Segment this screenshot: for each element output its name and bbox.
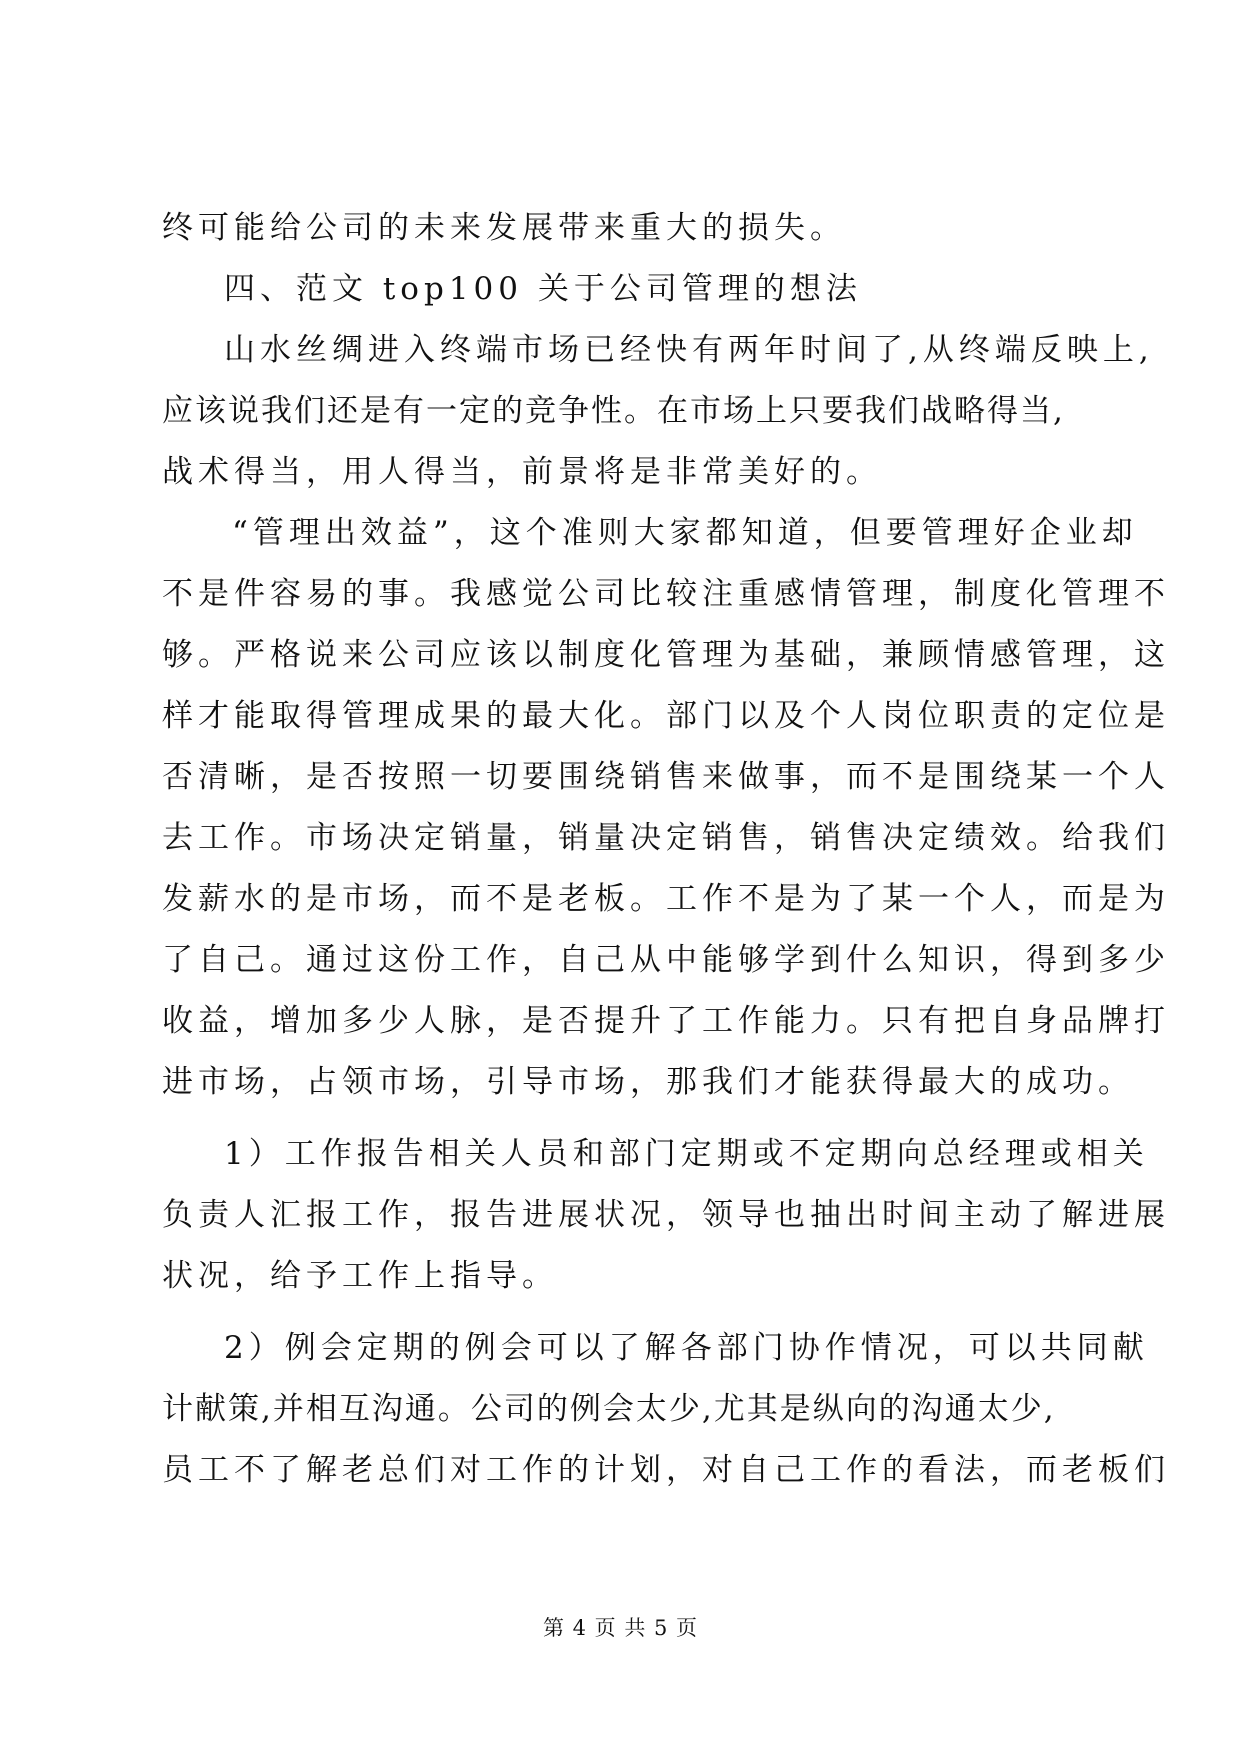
- section-heading: 四、范文 top100 关于公司管理的想法: [224, 271, 862, 307]
- paragraph-line: 终可能给公司的未来发展带来重大的损失。: [162, 210, 846, 246]
- paragraph-spacer: [162, 1113, 1122, 1124]
- paragraph-line: 应该说我们还是有一定的竞争性。在市场上只要我们战略得当,: [162, 393, 1065, 429]
- paragraph-spacer: [162, 1307, 1122, 1318]
- paragraph-line: 战术得当，用人得当，前景将是非常美好的。: [162, 454, 882, 490]
- paragraph-line: 不是件容易的事。我感觉公司比较注重感情管理，制度化管理不: [162, 576, 1170, 612]
- paragraph-line: 去工作。市场决定销量，销量决定销售，销售决定绩效。给我们: [162, 820, 1170, 856]
- paragraph-line: 收益，增加多少人脉，是否提升了工作能力。只有把自身品牌打: [162, 1003, 1170, 1039]
- page-number-footer: 第 4 页 共 5 页: [542, 1616, 699, 1640]
- paragraph-line: 够。严格说来公司应该以制度化管理为基础，兼顾情感管理，这: [162, 637, 1170, 673]
- list-item-line: 员工不了解老总们对工作的计划，对自己工作的看法，而老板们: [162, 1452, 1170, 1488]
- paragraph-line: 发薪水的是市场，而不是老板。工作不是为了某一个人，而是为: [162, 881, 1170, 917]
- list-item-line: 状况，给予工作上指导。: [162, 1258, 558, 1294]
- list-item-line: 1）工作报告相关人员和部门定期或不定期向总经理或相关: [224, 1136, 1149, 1172]
- paragraph-line: 了自己。通过这份工作，自己从中能够学到什么知识，得到多少: [162, 942, 1170, 978]
- list-item-line: 2）例会定期的例会可以了解各部门协作情况，可以共同献: [224, 1330, 1149, 1366]
- paragraph-line: 山水丝绸进入终端市场已经快有两年时间了,从终端反映上,: [224, 332, 1154, 368]
- paragraph-line: 否清晰，是否按照一切要围绕销售来做事，而不是围绕某一个人: [162, 759, 1170, 795]
- body-text: [162, 198, 1170, 1501]
- paragraph-line: 样才能取得管理成果的最大化。部门以及个人岗位职责的定位是: [162, 698, 1170, 734]
- paragraph-line: “管理出效益”，这个准则大家都知道，但要管理好企业却: [232, 515, 1138, 551]
- list-item-line: 计献策,并相互沟通。公司的例会太少,尤其是纵向的沟通太少,: [162, 1391, 1056, 1427]
- paragraph-line: 进市场，占领市场，引导市场，那我们才能获得最大的成功。: [162, 1064, 1134, 1100]
- list-item-line: 负责人汇报工作，报告进展状况，领导也抽出时间主动了解进展: [162, 1197, 1170, 1233]
